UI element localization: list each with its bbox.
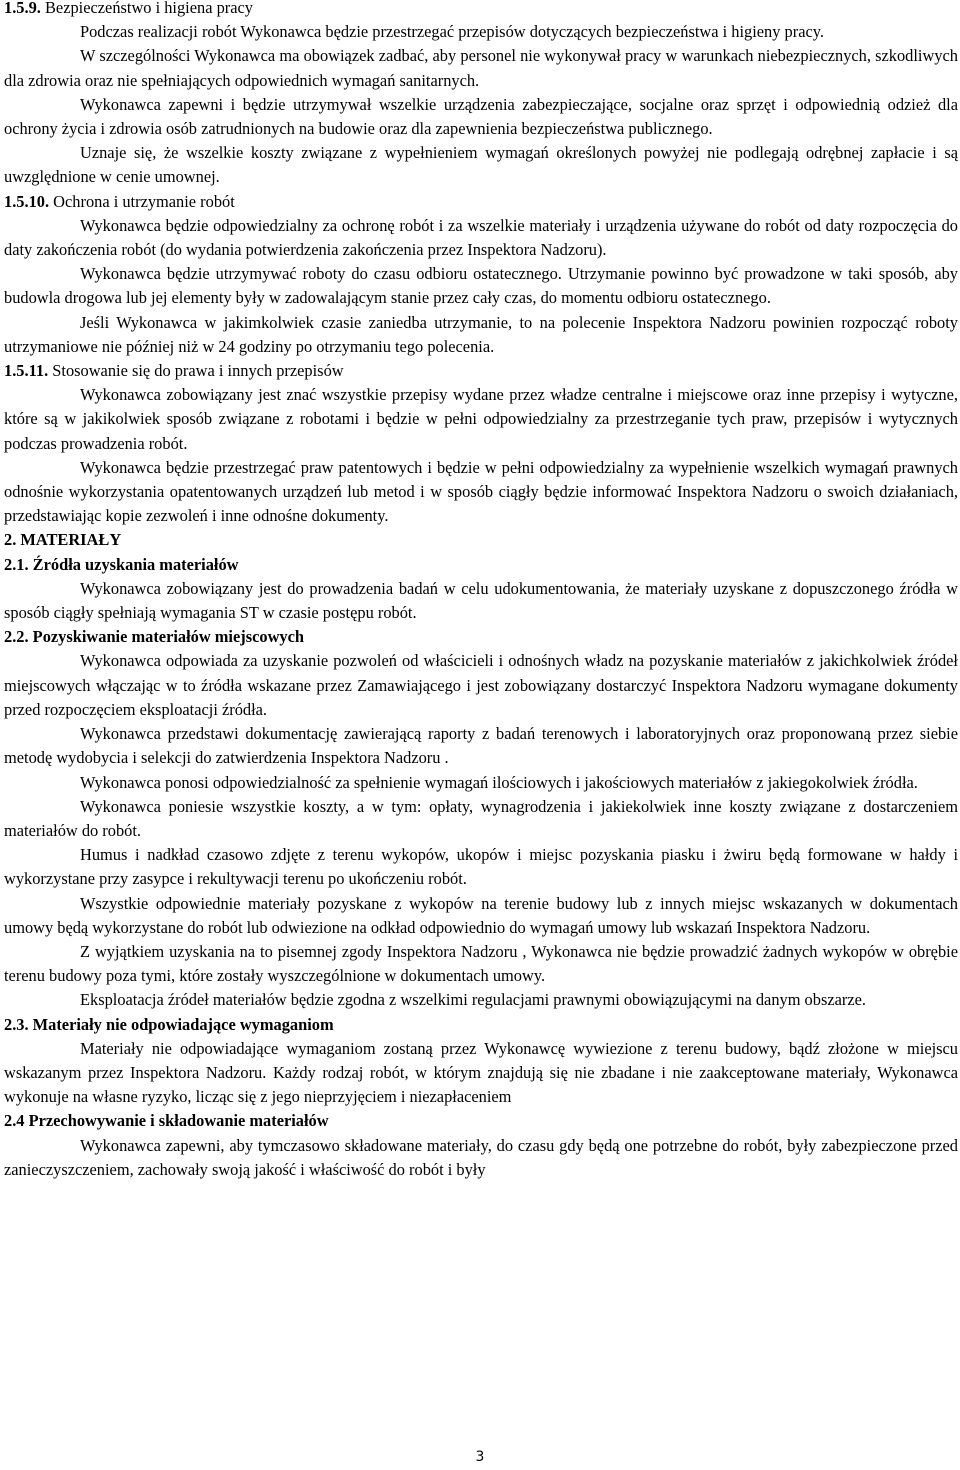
section-heading-2-4: 2.4 Przechowywanie i składowanie materiałów	[4, 1111, 329, 1131]
paragraph: Wykonawca odpowiada za uzyskanie pozwoleń od właścicieli i odnośnych władz na pozyskanie materiałów z jakichkolwiek źródeł miejscowych włączając w to źródła wskazane przez Zamawiającego i jest zobowiązany dostarczyć Inspektora Nadzoru wymagane dokumenty przed rozpoczęciem eksploatacji źródła.	[4, 651, 958, 719]
section-heading-1-5-11	[4, 359, 958, 383]
heading-number: 1.5.11.	[4, 361, 49, 381]
paragraph: Wszystkie odpowiednie materiały pozyskane z wykopów na terenie budowy lub z innych miejsc wskazanych w dokumentach umowy będą wykorzystane do robót lub odwiezione na odkład odpowiednio do wymagań umowy lub wskazań Inspektora Nadzoru.	[4, 893, 958, 937]
paragraph: Wykonawca przedstawi dokumentację zawierającą raporty z badań terenowych i laboratoryjnych oraz proponowaną przez siebie metodę wydobycia i selekcji do zatwierdzenia Inspektora Nadzoru .	[4, 724, 958, 768]
paragraph: Wykonawca zobowiązany jest znać wszystkie przepisy wydane przez władze centralne i miejscowe oraz inne przepisy i wytyczne, które są w jakikolwiek sposób związane z robotami i będzie w pełni odpowiedzialny za przestrzeganie tych praw, przepisów i wytycznych podczas prowadzenia robót.	[4, 385, 958, 453]
paragraph: Jeśli Wykonawca w jakimkolwiek czasie zaniedba utrzymanie, to na polecenie Inspektora Nadzoru powinien rozpocząć roboty utrzymaniowe nie później niż w 24 godziny po otrzymaniu tego polecenia.	[4, 312, 958, 356]
paragraph: Wykonawca zobowiązany jest do prowadzenia badań w celu udokumentowania, że materiały uzyskane z dopuszczonego źródła w sposób ciągły spełniają wymagania ST w czasie postępu robót.	[4, 578, 958, 623]
paragraph: Z wyjątkiem uzyskania na to pisemnej zgody Inspektora Nadzoru , Wykonawca nie będzie prowadzić żadnych wykopów w obrębie terenu budowy poza tymi, które zostały wyszczególnione w dokumentach umowy.	[4, 941, 958, 986]
section-heading-2-3: 2.3. Materiały nie odpowiadające wymaganiom	[4, 1014, 334, 1034]
section-heading-2-2: 2.2. Pozyskiwanie materiałów miejscowych	[4, 627, 304, 647]
paragraph: Uznaje się, że wszelkie koszty związane z wypełnieniem wymagań określonych powyżej nie podlegają odrębnej zapłacie i są uwzględnione w cenie umownej.	[4, 143, 958, 187]
heading-title: Ochrona i utrzymanie robót	[49, 191, 235, 211]
heading-title: Bezpieczeństwo i higiena pracy	[40, 0, 253, 17]
section-heading-2-1: 2.1. Źródła uzyskania materiałów	[4, 554, 239, 574]
chapter-heading-materialy: 2. MATERIAŁY	[4, 530, 122, 550]
heading-title: Stosowanie się do prawa i innych przepisów	[48, 361, 344, 381]
paragraph: Wykonawca zapewni, aby tymczasowo składowane materiały, do czasu gdy będą one potrzebne do robót, były zabezpieczone przed zanieczyszczeniem, zachowały swoją jakość i właściwość do robót i były	[4, 1135, 958, 1179]
section-heading-1-5-9	[4, 0, 958, 20]
paragraph: Wykonawca ponosi odpowiedzialność za spełnienie wymagań ilościowych i jakościowych materiałów z jakiegokolwiek źródła.	[80, 772, 918, 792]
paragraph: W szczególności Wykonawca ma obowiązek zadbać, aby personel nie wykonywał pracy w warunkach niebezpiecznych, szkodliwych dla zdrowia oraz nie spełniających odpowiednich wymagań sanitarnych.	[4, 46, 958, 90]
paragraph: Wykonawca będzie utrzymywać roboty do czasu odbioru ostatecznego. Utrzymanie powinno być prowadzone w taki sposób, aby budowla drogowa lub jej elementy były w zadowalającym stanie przez cały czas, do momentu odbioru ostatecznego.	[4, 264, 958, 308]
paragraph: Materiały nie odpowiadające wymaganiom zostaną przez Wykonawcę wywiezione z terenu budowy, bądź złożone w miejscu wskazanym przez Inspektora Nadzoru. Każdy rodzaj robót, w którym znajdują się nie zbadane i nie zaakceptowane materiały, Wykonawca wykonuje na własne ryzyko, licząc się z jego nieprzyjęciem i niezapłaceniem	[4, 1038, 958, 1107]
paragraph: Wykonawca poniesie wszystkie koszty, a w tym: opłaty, wynagrodzenia i jakiekolwiek inne koszty związane z dostarczeniem materiałów do robót.	[4, 796, 958, 840]
section-heading-1-5-10	[4, 190, 958, 214]
document-body	[4, 0, 958, 1182]
paragraph: Podczas realizacji robót Wykonawca będzie przestrzegać przepisów dotyczących bezpieczeństwa i higieny pracy.	[80, 22, 824, 42]
heading-number: 1.5.9.	[4, 0, 41, 17]
heading-number: 1.5.10.	[4, 191, 50, 211]
paragraph: Wykonawca zapewni i będzie utrzymywał wszelkie urządzenia zabezpieczające, socjalne oraz sprzęt i odpowiednią odzież dla ochrony życia i zdrowia osób zatrudnionych na budowie oraz dla zapewnienia bezpieczeństwa publicznego.	[4, 94, 958, 139]
page-number: 3	[475, 1449, 485, 1465]
paragraph: Eksploatacja źródeł materiałów będzie zgodna z wszelkimi regulacjami prawnymi obowiązującymi na danym obszarze.	[80, 990, 866, 1010]
paragraph: Wykonawca będzie odpowiedzialny za ochronę robót i za wszelkie materiały i urządzenia używane do robót od daty rozpoczęcia do daty zakończenia robót (do wydania potwierdzenia zakończenia przez Inspektora Nadzoru).	[4, 215, 958, 260]
paragraph: Wykonawca będzie przestrzegać praw patentowych i będzie w pełni odpowiedzialny za wypełnienie wszelkich wymagań prawnych odnośnie wykorzystania opatentowanych urządzeń lub metod i w sposób ciągły będzie informować Inspektora Nadzoru o swoich działaniach, przedstawiając kopie zezwoleń i inne odnośne dokumenty.	[4, 457, 958, 526]
paragraph: Humus i nadkład czasowo zdjęte z terenu wykopów, ukopów i miejsc pozyskania piasku i żwiru będą formowane w hałdy i wykorzystane przy zasypce i rekultywacji terenu po ukończeniu robót.	[4, 845, 958, 889]
